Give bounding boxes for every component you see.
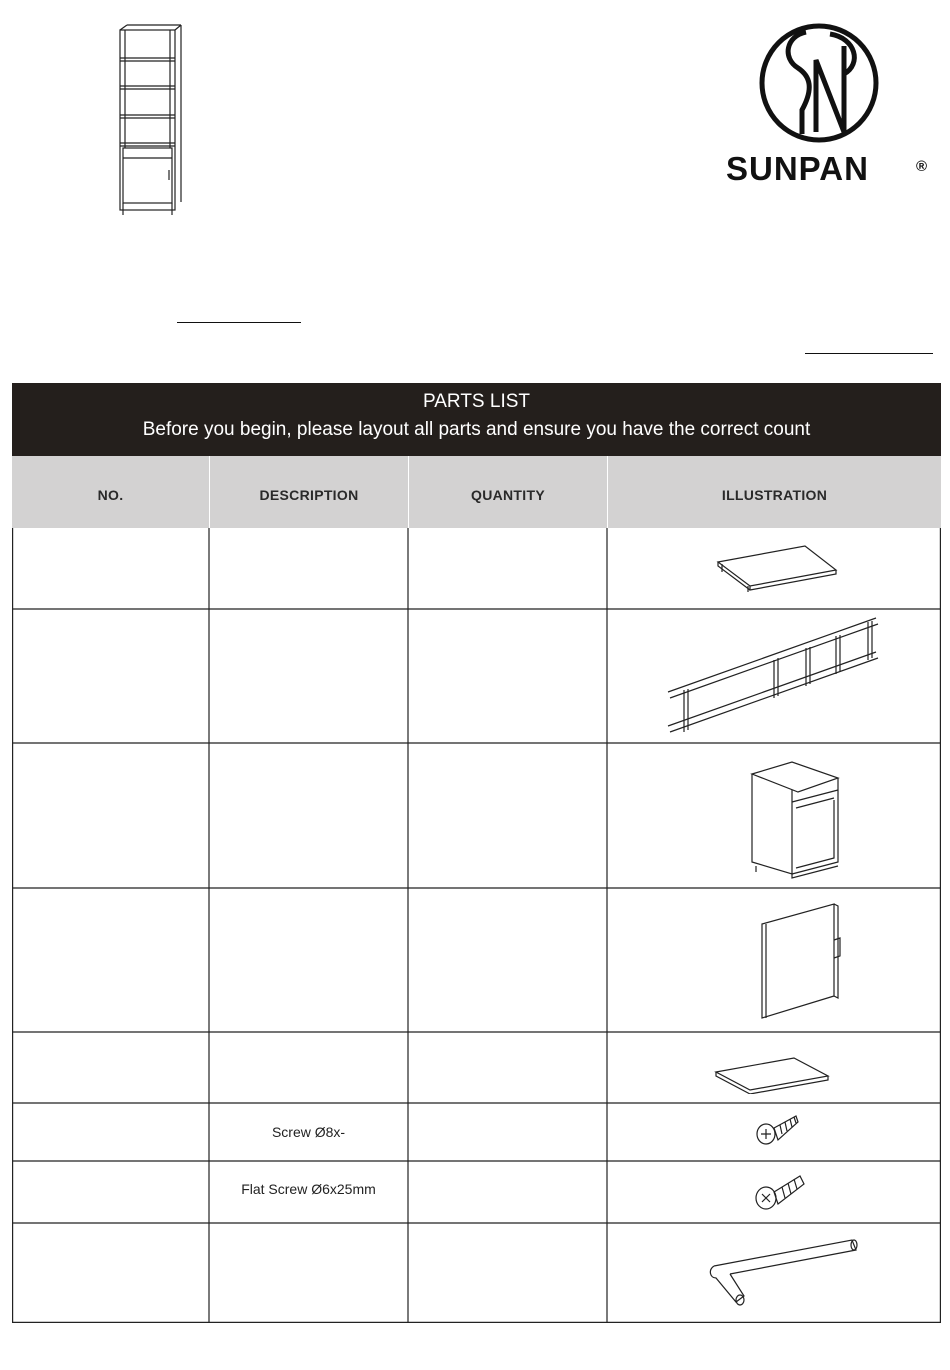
column-header-row: [12, 456, 941, 528]
row-7-description: Flat Screw Ø6x25mm: [241, 1181, 376, 1197]
door-panel-icon: [754, 900, 844, 1024]
column-header-description: DESCRIPTION: [259, 487, 359, 503]
cabinet-box-icon: [748, 758, 844, 880]
parts-list-header: [12, 383, 941, 456]
allen-key-icon: [706, 1236, 860, 1310]
column-header-quantity: QUANTITY: [471, 487, 545, 503]
column-header-illustration: ILLUSTRATION: [721, 487, 828, 503]
column-header-no: NO.: [97, 487, 124, 503]
blank-line-right: [805, 353, 933, 354]
sunpan-logo-icon: [758, 22, 880, 144]
blank-line-left: [177, 322, 301, 323]
brand-name: SUNPAN: [726, 150, 869, 187]
product-thumbnail-icon: [105, 20, 185, 220]
flat-screw-icon: [752, 1170, 808, 1214]
parts-list-subtitle: Before you begin, please layout all parts and ensure you have the correct count: [142, 419, 811, 440]
shelf-board-icon: [712, 1054, 832, 1094]
side-frame-icon: [664, 614, 884, 740]
top-panel-icon: [710, 542, 840, 594]
row-6-description: Screw Ø8x-: [271, 1124, 346, 1140]
parts-list-title: PARTS LIST: [423, 391, 530, 412]
screw-icon: [752, 1112, 804, 1148]
registered-mark: ®: [916, 158, 928, 175]
